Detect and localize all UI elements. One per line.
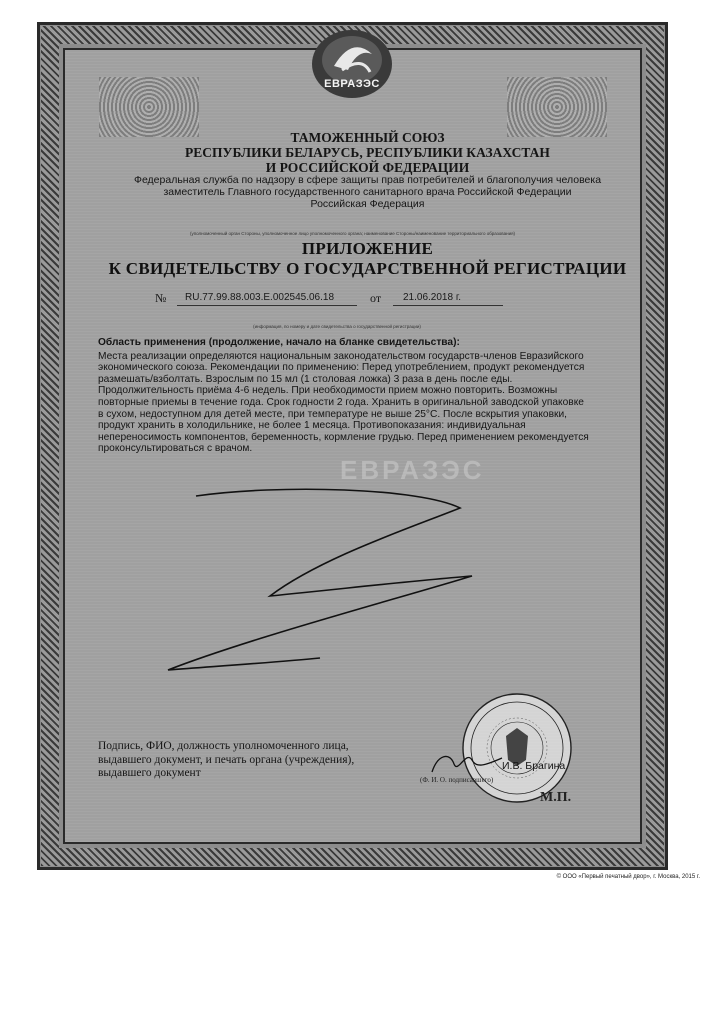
authority-line-1: Федеральная служба по надзору в сфере защиты прав потребителей и благополучия человека: [133, 174, 602, 186]
union-title-1: ТАМОЖЕННЫЙ СОЮЗ: [290, 130, 445, 145]
registration-row: [155, 291, 515, 309]
scope-section: [98, 337, 590, 455]
authority-caption: (уполномоченный орган Стороны, уполномоченное лицо уполномоченного органа; наименование Стороны/наименование территориального образования): [189, 231, 516, 236]
signature-caption: Подпись, ФИО, должность уполномоченного лица, выдавшего документ, и печать органа (учреждения), выдавшего документ: [98, 740, 355, 779]
stamp-mark: М.П.: [540, 790, 572, 805]
union-title-2: РЕСПУБЛИКИ БЕЛАРУСЬ, РЕСПУБЛИКИ КАЗАХСТАН: [185, 145, 550, 160]
authority-line-2: заместитель Главного государственного санитарного врача Российской Федерации: [163, 186, 572, 198]
appendix-subtitle: К СВИДЕТЕЛЬСТВУ О ГОСУДАРСТВЕННОЙ РЕГИСТРАЦИИ: [108, 259, 627, 278]
handwritten-signature: [160, 478, 480, 678]
fio-hint: (Ф. И. О. подписавшего): [420, 776, 494, 784]
scope-heading: Область применения (продолжение, начало на бланке свидетельства):: [98, 337, 460, 348]
signer-name: И.В. Брагина: [502, 760, 566, 772]
appendix-title: ПРИЛОЖЕНИЕ: [301, 239, 434, 258]
number-label: №: [155, 291, 167, 305]
scope-text: Места реализации определяются национальным законодательством государств-членов Евразийского экономического союза. Рекомендации по применению: Перед употреблением, продукт рекомендуется размешать/взболтать. Взрослым по 15 мл (1 столовая ложка) 3 раза в день после еды. Продолжительность приёма 4-6 недель. При необходимости прием можно повторить. Возможны повторные приемы в течение года. Срок годности 2 года. Хранить в оригинальной заводской упаковке в сухом, недоступном для детей месте, при температуре не выше 25°С. После вскрытия упаковки, продукт хранить в холодильнике, не более 1 месяца. Противопоказания: индивидуальная непереносимость компонентов, беременность, кормление грудью. Перед применением рекомендуется проконсультироваться с врачом.: [98, 350, 589, 455]
registration-number: RU.77.99.88.003.E.002545.06.18: [185, 292, 335, 303]
logo-label: ЕВРАЗЭС: [324, 78, 380, 90]
printer-footer: © ООО «Первый печатный двор», г. Москва, 2015 г.: [556, 874, 700, 880]
number-caption: (информация, по номеру и дате свидетельства о государственной регистрации): [253, 324, 421, 329]
authority-line-3: Российская Федерация: [310, 198, 425, 210]
date-underline: [393, 305, 503, 306]
left-rosette-ornament: [99, 77, 199, 137]
registration-date: 21.06.2018 г.: [403, 292, 462, 303]
union-title-3: И РОССИЙСКОЙ ФЕДЕРАЦИИ: [265, 160, 470, 175]
right-rosette-ornament: [507, 77, 607, 137]
number-underline: [177, 305, 357, 306]
watermark: ЕВРАЗЭС: [340, 455, 485, 485]
signer-autograph: [428, 746, 508, 778]
eurasec-logo: [302, 26, 402, 100]
date-label: от: [370, 291, 382, 305]
